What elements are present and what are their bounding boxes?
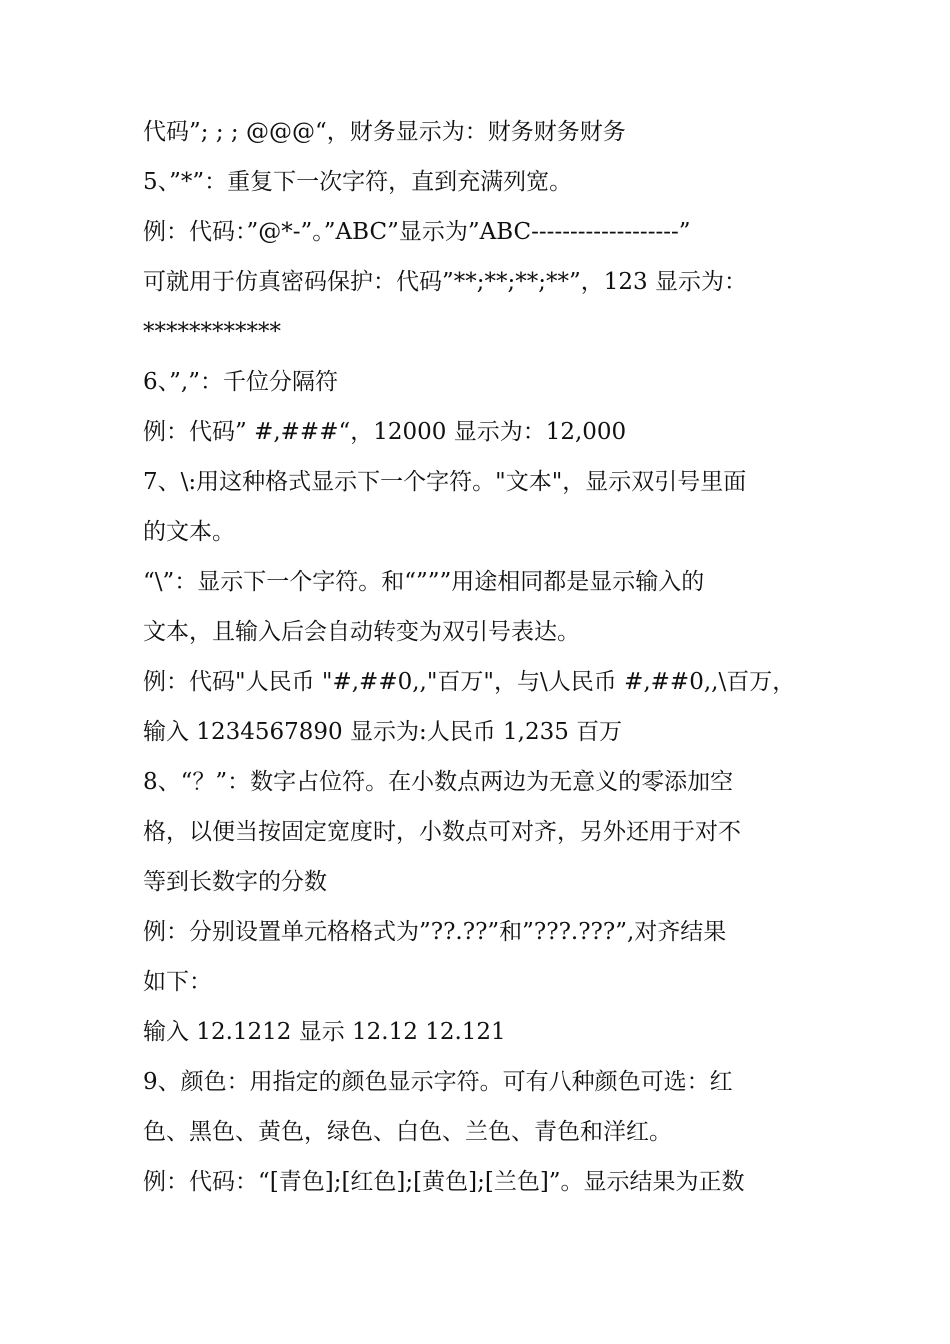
text-line: 文本，且输入后会自动转变为双引号表达。 <box>143 619 580 645</box>
text-line: 9、颜色：用指定的颜色显示字符。可有八种颜色可选：红 <box>143 1069 733 1095</box>
text-line: 7、\:用这种格式显示下一个字符。"文本"，显示双引号里面 <box>143 469 747 495</box>
text-line: 的文本。 <box>143 519 235 545</box>
text-line: 如下： <box>143 969 212 995</box>
text-line: 输入 12.1212 显示 12.12 12.121 <box>143 1019 506 1045</box>
text-line: 5、”*”：重复下一次字符，直到充满列宽。 <box>143 169 573 195</box>
text-line: “\”：显示下一个字符。和“”””用途相同都是显示输入的 <box>143 569 705 595</box>
text-line: 输入 1234567890 显示为:人民币 1,235 百万 <box>143 719 623 745</box>
text-line: 可就用于仿真密码保护：代码”**;**;**;**”，123 显示为： <box>143 269 747 295</box>
text-line: ************ <box>143 319 281 345</box>
text-line: 格，以便当按固定宽度时，小数点可对齐，另外还用于对不 <box>143 819 741 845</box>
text-line: 例：代码"人民币 "#,##0,,"百万"，与\人民币 #,##0,,\百万， <box>143 669 796 695</box>
text-line: 色、黑色、黄色，绿色、白色、兰色、青色和洋红。 <box>143 1119 672 1145</box>
text-line: 例：代码：“[青色];[红色];[黄色];[兰色]”。显示结果为正数 <box>143 1169 745 1195</box>
text-line: 6、”,”：千位分隔符 <box>143 369 338 395</box>
text-line: 例：分别设置单元格格式为”??.??”和”???.???”,对齐结果 <box>143 919 727 945</box>
text-line: 例：代码：”@*-”。”ABC”显示为”ABC-------------------” <box>143 219 691 245</box>
text-line: 等到长数字的分数 <box>143 869 327 895</box>
text-line: 代码”; ; ; @@@“，财务显示为：财务财务财务 <box>143 119 626 145</box>
text-line: 例：代码” #,###“，12000 显示为：12,000 <box>143 419 627 445</box>
text-line: 8、“？”：数字占位符。在小数点两边为无意义的零添加空 <box>143 769 734 795</box>
